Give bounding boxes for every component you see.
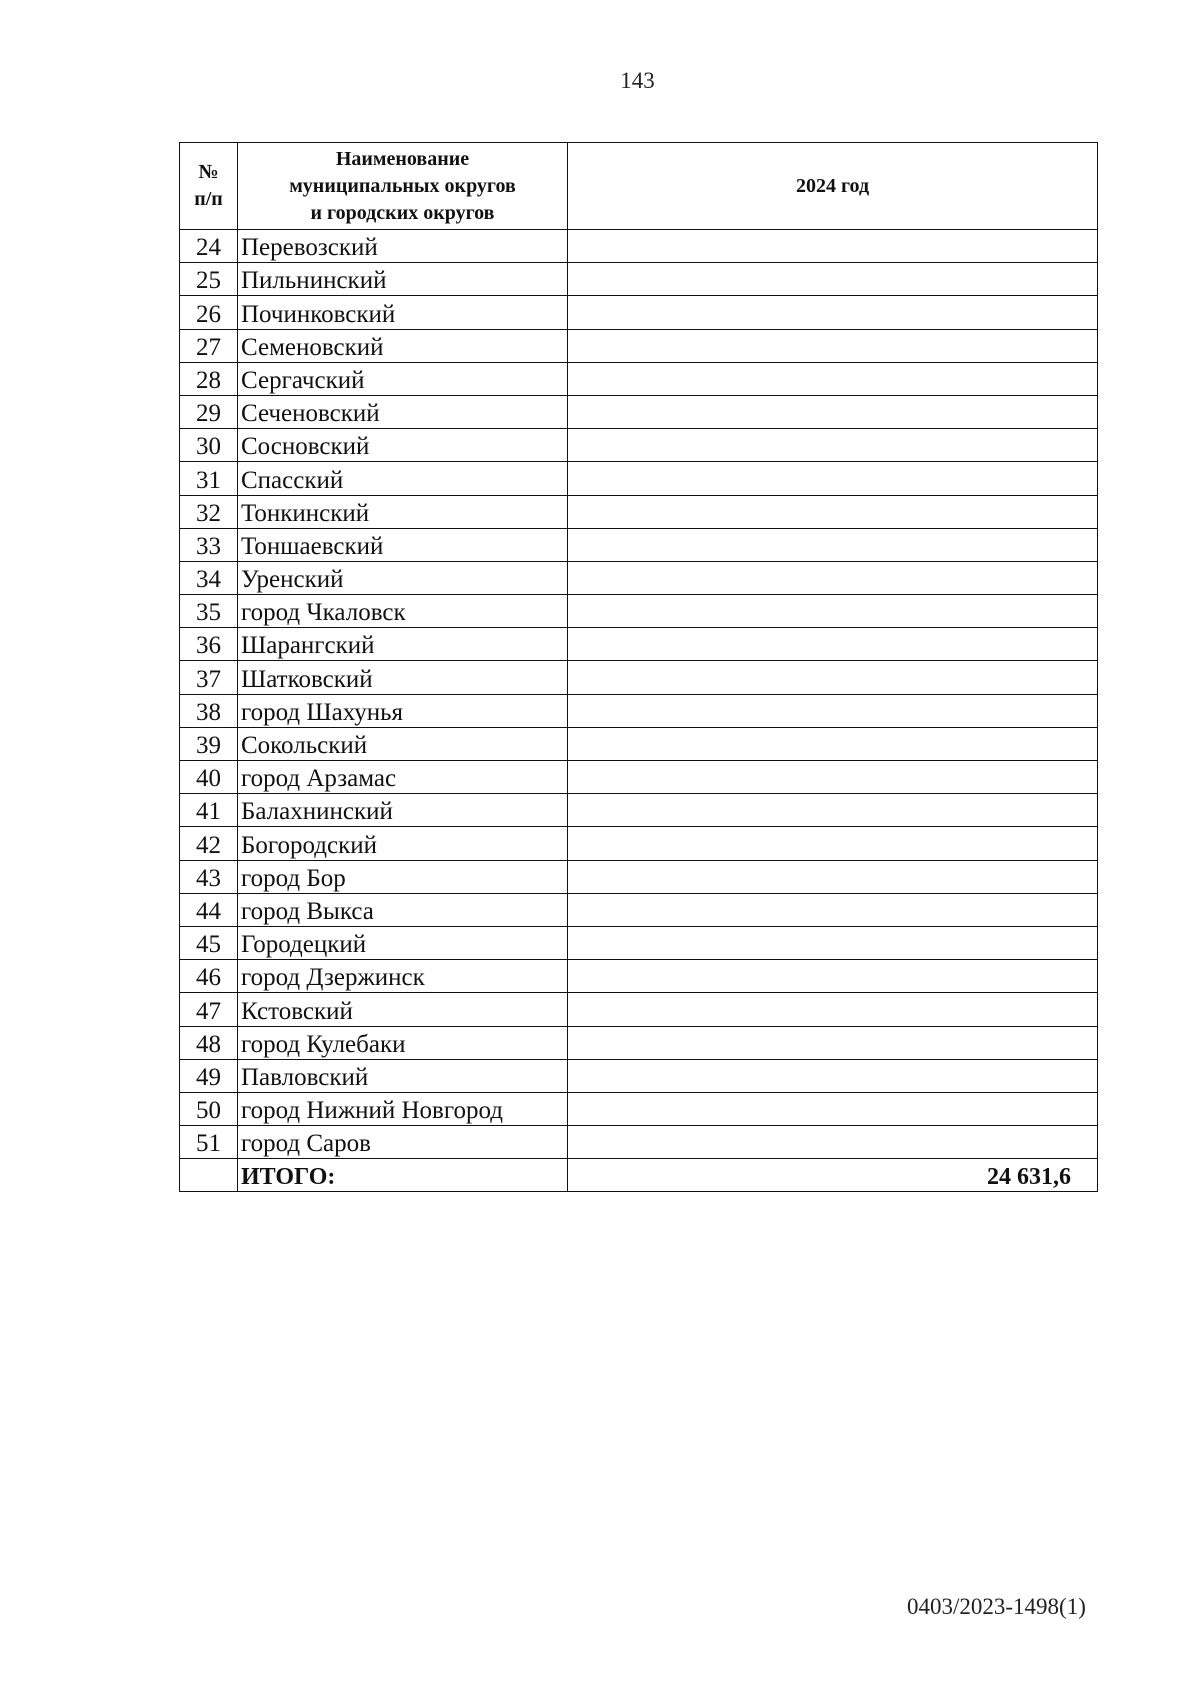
municipality-name: Уренский <box>238 561 568 594</box>
value-2024 <box>568 495 1098 528</box>
value-2024 <box>568 761 1098 794</box>
municipality-name: Городецкий <box>238 926 568 959</box>
row-number: 51 <box>180 1126 238 1159</box>
row-number: 26 <box>180 296 238 329</box>
total-label: ИТОГО: <box>238 1159 568 1192</box>
table-row <box>180 993 1098 1026</box>
row-number: 35 <box>180 595 238 628</box>
table-row <box>180 329 1098 362</box>
row-number: 24 <box>180 230 238 263</box>
row-number: 39 <box>180 727 238 760</box>
table-row <box>180 761 1098 794</box>
document-code: 0403/2023-1498(1) <box>907 1594 1086 1619</box>
row-number: 41 <box>180 794 238 827</box>
municipality-name: город Нижний Новгород <box>238 1092 568 1125</box>
value-2024 <box>568 528 1098 561</box>
municipality-name: город Бор <box>238 860 568 893</box>
table-row <box>180 926 1098 959</box>
table-row <box>180 462 1098 495</box>
table-body <box>180 230 1098 1192</box>
value-2024 <box>568 296 1098 329</box>
table-row <box>180 561 1098 594</box>
row-number: 44 <box>180 893 238 926</box>
row-number: 45 <box>180 926 238 959</box>
table-row <box>180 1126 1098 1159</box>
row-number: 36 <box>180 628 238 661</box>
municipality-name: город Кулебаки <box>238 1026 568 1059</box>
table-row <box>180 1026 1098 1059</box>
page-number: 143 <box>620 68 655 93</box>
table-row <box>180 495 1098 528</box>
value-2024 <box>568 1026 1098 1059</box>
municipality-name: город Арзамас <box>238 761 568 794</box>
municipality-name: Сокольский <box>238 727 568 760</box>
municipality-name: город Дзержинск <box>238 960 568 993</box>
value-2024 <box>568 230 1098 263</box>
value-2024 <box>568 362 1098 395</box>
value-2024 <box>568 794 1098 827</box>
municipality-name: город Шахунья <box>238 694 568 727</box>
municipality-name: Богородский <box>238 827 568 860</box>
row-number: 28 <box>180 362 238 395</box>
row-number: 25 <box>180 263 238 296</box>
row-number: 31 <box>180 462 238 495</box>
municipality-name: город Чкаловск <box>238 595 568 628</box>
municipality-name: Тонкинский <box>238 495 568 528</box>
row-number: 47 <box>180 993 238 1026</box>
table-row <box>180 893 1098 926</box>
table-row <box>180 694 1098 727</box>
municipality-name: Шатковский <box>238 661 568 694</box>
municipality-name: Сеченовский <box>238 395 568 428</box>
row-number: 46 <box>180 960 238 993</box>
header-year-2024: 2024 год <box>568 143 1098 230</box>
municipality-name: Балахнинский <box>238 794 568 827</box>
value-2024 <box>568 827 1098 860</box>
row-number: 38 <box>180 694 238 727</box>
table-row <box>180 827 1098 860</box>
municipality-name: Спасский <box>238 462 568 495</box>
table-row <box>180 860 1098 893</box>
value-2024 <box>568 661 1098 694</box>
table-row <box>180 395 1098 428</box>
total-row <box>180 1159 1098 1192</box>
table-row <box>180 661 1098 694</box>
table-row <box>180 230 1098 263</box>
municipality-name: город Саров <box>238 1126 568 1159</box>
table-row <box>180 528 1098 561</box>
row-number: 32 <box>180 495 238 528</box>
value-2024 <box>568 462 1098 495</box>
table-row <box>180 727 1098 760</box>
table-row <box>180 1059 1098 1092</box>
row-number: 40 <box>180 761 238 794</box>
row-number: 29 <box>180 395 238 428</box>
row-number: 37 <box>180 661 238 694</box>
value-2024 <box>568 1092 1098 1125</box>
municipality-name: Перевозский <box>238 230 568 263</box>
row-number: 34 <box>180 561 238 594</box>
value-2024 <box>568 993 1098 1026</box>
value-2024 <box>568 263 1098 296</box>
municipality-name: город Выкса <box>238 893 568 926</box>
row-number: 50 <box>180 1092 238 1125</box>
table-row <box>180 362 1098 395</box>
value-2024 <box>568 727 1098 760</box>
row-number: 48 <box>180 1026 238 1059</box>
municipality-name: Тоншаевский <box>238 528 568 561</box>
value-2024 <box>568 1059 1098 1092</box>
table-row <box>180 429 1098 462</box>
value-2024 <box>568 893 1098 926</box>
total-value: 24 631,6 <box>568 1159 1098 1192</box>
table-row <box>180 1092 1098 1125</box>
municipality-name: Сергачский <box>238 362 568 395</box>
allocation-table <box>179 142 1098 1192</box>
table-row <box>180 794 1098 827</box>
table-row <box>180 263 1098 296</box>
value-2024 <box>568 395 1098 428</box>
municipality-name: Семеновский <box>238 329 568 362</box>
row-number: 30 <box>180 429 238 462</box>
row-number: 49 <box>180 1059 238 1092</box>
total-empty-cell <box>180 1159 238 1192</box>
table-row <box>180 960 1098 993</box>
value-2024 <box>568 595 1098 628</box>
table-row <box>180 296 1098 329</box>
row-number: 43 <box>180 860 238 893</box>
table-row <box>180 628 1098 661</box>
municipality-name: Пильнинский <box>238 263 568 296</box>
header-municipality-name: Наименование муниципальных округов и городских округов <box>238 143 568 230</box>
municipality-name: Починковский <box>238 296 568 329</box>
header-number: № п/п <box>180 143 238 230</box>
municipality-name: Шарангский <box>238 628 568 661</box>
row-number: 42 <box>180 827 238 860</box>
value-2024 <box>568 329 1098 362</box>
value-2024 <box>568 694 1098 727</box>
value-2024 <box>568 1126 1098 1159</box>
value-2024 <box>568 561 1098 594</box>
value-2024 <box>568 960 1098 993</box>
value-2024 <box>568 926 1098 959</box>
municipality-name: Сосновский <box>238 429 568 462</box>
row-number: 27 <box>180 329 238 362</box>
value-2024 <box>568 860 1098 893</box>
municipality-name: Павловский <box>238 1059 568 1092</box>
table-row <box>180 595 1098 628</box>
value-2024 <box>568 429 1098 462</box>
value-2024 <box>568 628 1098 661</box>
table-header-row <box>180 143 1098 230</box>
municipality-name: Кстовский <box>238 993 568 1026</box>
row-number: 33 <box>180 528 238 561</box>
